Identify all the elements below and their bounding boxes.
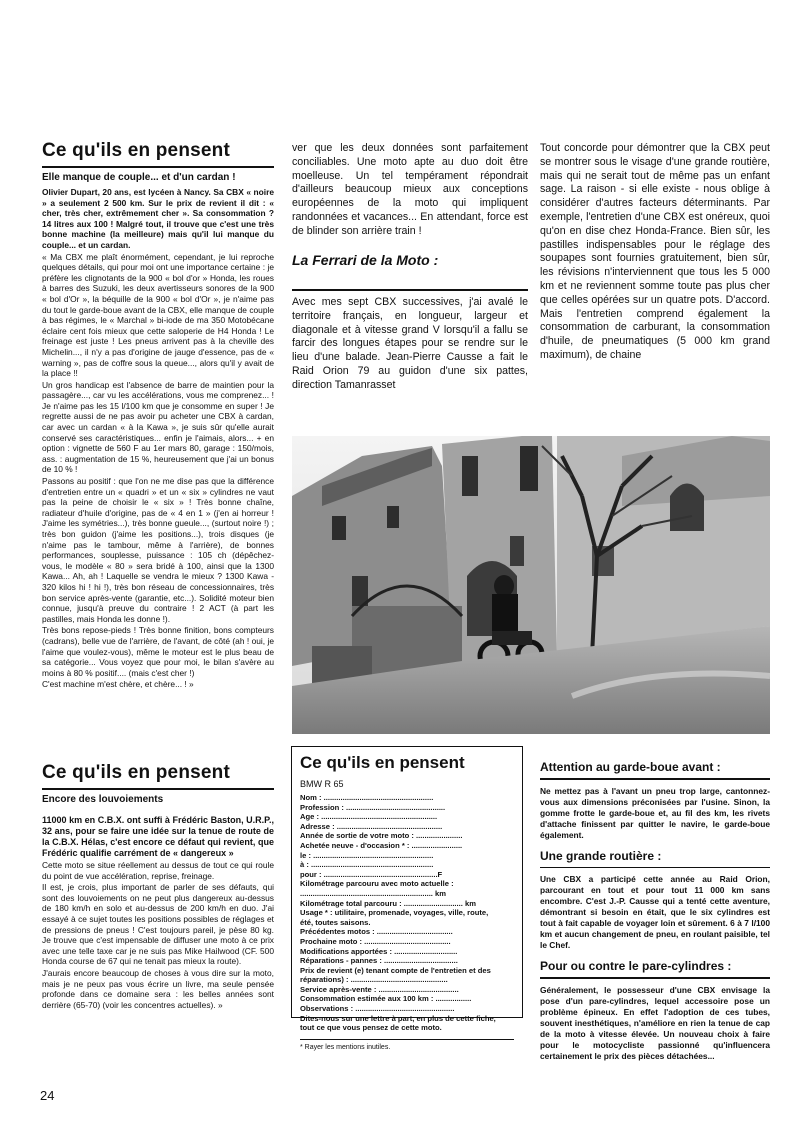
- heading-underline: [540, 977, 770, 979]
- paragraph: Très bons repose-pieds ! Très bonne finition, bons compteurs (cadrans), belle vue de l'arrière, de l'avant, de côté (ah ! oui, je l'aime que voulez-vous), même le moteur est le plus beau de sa catégorie... Vous voyez que pour moi, le bilan s'avère au moins à 80 % positif.... (mais c'est cher !): [42, 625, 274, 678]
- reader-survey-form: [291, 746, 523, 1051]
- tip-heading: Une grande routière :: [540, 848, 662, 863]
- form-line[interactable]: Nom : ....................................................: [300, 793, 434, 802]
- section-heading: Ce qu'ils en pensent: [42, 762, 230, 783]
- form-line[interactable]: Réparations - pannes : ...................................: [300, 956, 458, 966]
- section-heading: Ce qu'ils en pensent: [42, 140, 230, 161]
- subheading: Encore des louvoiements: [42, 794, 164, 805]
- form-line: Prix de revient (e) tenant compte de l'entretien et des: [300, 965, 491, 975]
- paragraph: C'est machine m'est chère, et chère... ! »: [42, 679, 194, 690]
- form-line[interactable]: Age : .......................................................: [300, 812, 438, 822]
- heading-underline: [540, 778, 770, 780]
- article-left-bottom: [42, 762, 274, 784]
- paragraph: J'aurais encore beaucoup de choses à vous dire sur la moto, mais je ne peux pas vous écrire un livre, ma seule pensée profonde dans ce domaine sera : les belles années sont derrière (65-70) (voir les concentres actuelles). »: [42, 967, 274, 1010]
- form-line[interactable]: Service après-vente : ......................................: [300, 984, 459, 994]
- motorcycle-photo: [292, 436, 770, 734]
- paragraph: Passons au positif : que l'on ne me dise pas que la différence d'entretien entre un « quadri » et un « six » cylindres ne vaut pas la peine de choisir le « six » ! Très bonne chaîne, radiateur d'huile d'origine, pas de « 4 en 1 » (j'en ai horreur ! J'aime les symétries...), très bonne gueule..., (surtout noire !) ; très bon guidon (j'aime les positions...), trois disques (je n'aime pas le tambour, même à l'arrière), de bonnes performances, souplesse, puissance : 105 ch (dépêchez-vous, le modèle « 80 » sera bridé à 100, ainsi que la 1300 Kawa... Ah, ah ! Laquelle se vendra le mieux ? 1300 Kawa - 320 kilos hi ! hi !), très bon réseau de concessionnaires, très bon service après-vente (garantie, etc...). Solidité moteur bien connue, jusqu'à preuve du contraire ! 2 ACT (à part les pastilles, mais Honda les donne !).: [42, 476, 274, 624]
- form-line[interactable]: ............................................................... km: [300, 888, 447, 898]
- tip-text: Ne mettez pas à l'avant un pneu trop large, cantonnez-vous aux dimensions préconisées par l'usine. Sinon, la gomme frotte le garde-boue et, au fil des km, les rivets d'attache finissent par quitter le navire, le garde-boue également.: [540, 785, 770, 840]
- paragraph: Tout concorde pour démontrer que la CBX peut se montrer sous le visage d'une grande routière, mais qui ne serait tout de même pas un enfant sage. La raison - si elle existe - nous oblige à considérer d'autres facteurs déterminants. Par exemple, l'entretien d'une CBX est onéreux, quoi qu'on en dise chez Honda-France. Bien sûr, les pastilles indispensables pour le réglage des soupapes sont fournies gratuitement, bien sûr, les révisions n'interviennent que tous les 5 000 km et ne reviennent somme toute pas plus cher que celles opérées sur un quatre pots. D'accord. Mais l'entretien comprend également la consommation de carburant, la consommation d'huile, de pneumatiques (5 000 km grand maximum), de chaine: [540, 142, 770, 361]
- form-divider: [300, 1039, 514, 1040]
- form-line[interactable]: Précédentes motos : ....................................: [300, 927, 453, 937]
- heading-underline: [292, 289, 528, 291]
- article-middle-body: [292, 296, 528, 393]
- tip-heading: Attention au garde-boue avant :: [540, 760, 721, 774]
- form-line: Dites-nous sur une lettre à part, en plus de cette fiche,: [300, 1013, 496, 1023]
- form-line[interactable]: Modifications apportées : ..............................: [300, 946, 458, 956]
- tip-text: Une CBX a participé cette année au Raid Orion, parcourant en tout et pour tout 11 000 km sans encombre. C'est J.-P. Causse qui a tenté cette aventure, démontrant si besoin en était, que le six cylindres est tout à fait capable de voyager loin et sûrement. 6 à 7 l/100 km et aucun changement de pneu, en roulant paisible, tel le Chef.: [540, 874, 770, 950]
- form-line[interactable]: réparations) : ..............................................: [300, 975, 448, 985]
- paragraph: Un gros handicap est l'absence de barre de maintien pour la passagère..., car vu les accélérations, vous me comprenez... ! Je n'aime pas les 15 l/100 km que je consomme en super ! Je regrette aussi de ne pas avoir pu acheter une CBX à cardan, car avec un cardan « à la Kawa », je suis sûr qu'elle aurait conservé ses caractéristiques... enfin je l'aimais, alors... + en option : vignette de 560 F au 1er mars 80, garage : 150/mois, ass. : augmentation de 15 %, heureusement que j'ai un bonus de 10 % !: [42, 379, 274, 475]
- paragraph: Il est, je crois, plus important de parler de ses défauts, qui sont des louvoiements on ne peut plus dangereux au-dessus de 180 km/h en solo et au-dessus de 200 km/h en duo. J'ai essayé à ce sujet toutes les positions possibles de réglages et de pressions de pneus ! C'est toujours pareil, je pèse 80 kg. Je trouve que c'est impensable de diffuser une moto à ce prix avec une telle taxe car je ne suis pas Mike Hailwood (CF. 500 Honda course de 67 qui ne tenait pas mieux la route).: [42, 882, 274, 967]
- form-line[interactable]: Consommation estimée aux 100 km : .................: [300, 994, 472, 1004]
- paragraph: Avec mes sept CBX successives, j'ai avalé le territoire français, en longueur, largeur et diagonale et à vitesse grand V lorsqu'il a fallu se farcir des longues étapes pour se rendre sur le lieu d'une balade. Jean-Pierre Causse a fait le Raid Orion 79 au guidon d'une six pattes, direction Tamanrasset: [292, 296, 528, 391]
- form-line: Usage * : utilitaire, promenade, voyages, ville, route,: [300, 908, 489, 918]
- form-heading: Ce qu'ils en pensent: [300, 753, 465, 772]
- paragraph: « Ma CBX me plaît énormément, cependant, je lui reproche quelques détails, qui pour moi ont une importance certaine : je préfère les clignotants de la 900 « bol d'or » Honda, les roues à barres des Suzuki, les deux avertisseurs sonores de la 900 « bol d'Or », la béquille de la 900 « bol d'Or », je n'aime pas du tout le garde-boue avant de la CBX, elle manque de couple à bas régimes, le « Marchal » bi-iode de ma 350 Motobécane éclaire cent fois mieux que cette saloperie de H4 Honda ! Le freinage est juste ! Les pneus arrivent pas à la cheville des Michelin..., il n'y a pas d'origine de jauge d'essence, pas de « warning », pas de coffre sous la queue..., alors qu'il y avait de la place !!: [42, 251, 274, 379]
- tips-column: [540, 760, 770, 1062]
- tip-text: Généralement, le possesseur d'une CBX envisage la pose d'un pare-cylindres, lequel accessoire pose un problème épineux. En effet l'adoption de ces tubes, souvent inesthétiques, n'améliore en rien la tenue de cap de la moto à vitesse élevée. Un nouveau choix à faire pour le motocycliste passionné qu'influencera certainement le prix des pièces détachées...: [540, 984, 770, 1061]
- paragraph: ver que les deux données sont parfaitement conciliables. Une moto apte au duo doit être moelleuse. Un tel tempérament répondrait d'ailleurs beaucoup mieux aux conceptions européennes de la moto qui impliquent randonnées et vacances... En attendant, force est de blinder son arrière train !: [292, 142, 528, 237]
- article-left-body: [42, 172, 274, 691]
- form-line[interactable]: Prochaine moto : .........................................: [300, 936, 451, 946]
- form-lines: [300, 793, 514, 1033]
- form-line[interactable]: Profession : ...............................................: [300, 802, 446, 812]
- form-line: Kilométrage parcouru avec moto actuelle :: [300, 879, 454, 889]
- form-line: tout ce que vous pensez de cette moto.: [300, 1023, 442, 1033]
- heading-underline: [42, 166, 274, 168]
- form-line[interactable]: pour : ......................................................F: [300, 869, 443, 879]
- form-line[interactable]: Adresse : ..................................................: [300, 821, 443, 831]
- form-line[interactable]: Année de sortie de votre moto : ......................: [300, 831, 463, 841]
- page-number: 24: [40, 1088, 55, 1103]
- intro-paragraph: 11000 km en C.B.X. ont suffi à Frédéric Baston, U.R.P., 32 ans, pour se faire une idée sur la tenue de route de la C.B.X. Hélas, c'est encore ce défaut qui revient, que Frédéric qualifie carrément de « dangereux »: [42, 815, 274, 858]
- form-model: BMW R 65: [300, 779, 344, 789]
- tip-heading: Pour ou contre le pare-cylindres :: [540, 959, 732, 973]
- article-left-top: [42, 140, 274, 162]
- heading-underline: [42, 788, 274, 790]
- article-left-bottom-body: [42, 794, 274, 1011]
- form-line[interactable]: Observations : ...............................................: [300, 1004, 455, 1014]
- paragraph: Cette moto se situe réellement au dessus de tout ce qui roule du point de vue accélération, reprise, freinage.: [42, 860, 274, 881]
- intro-paragraph: Olivier Dupart, 20 ans, est lycéen à Nancy. Sa CBX « noire » a seulement 2 500 km. Sur le prix de revient il dit : « cher, très cher, extrêmement cher ». Sa consommation ? 14 litres aux 100 ! Malgré tout, il trouve que c'est une très bonne machine (la meilleure) mais qu'il lui manque du couple... et un cardan.: [42, 187, 274, 250]
- form-footnote: * Rayer les mentions inutiles.: [300, 1043, 391, 1051]
- section-heading: La Ferrari de la Moto :: [292, 251, 439, 268]
- heading-underline: [540, 867, 770, 869]
- article-right-top: [540, 142, 770, 363]
- form-line: été, toutes saisons.: [300, 917, 371, 927]
- form-line[interactable]: le : .........................................................: [300, 850, 434, 860]
- form-line[interactable]: à : ..........................................................: [300, 860, 434, 870]
- form-line[interactable]: Kilométrage total parcouru : ............................ km: [300, 898, 476, 908]
- photo-illustration: [292, 436, 770, 734]
- subheading: Elle manque de couple... et d'un cardan !: [42, 172, 236, 183]
- form-line[interactable]: Achetée neuve - d'occasion * : ........................: [300, 840, 463, 850]
- article-middle-top: [292, 142, 528, 268]
